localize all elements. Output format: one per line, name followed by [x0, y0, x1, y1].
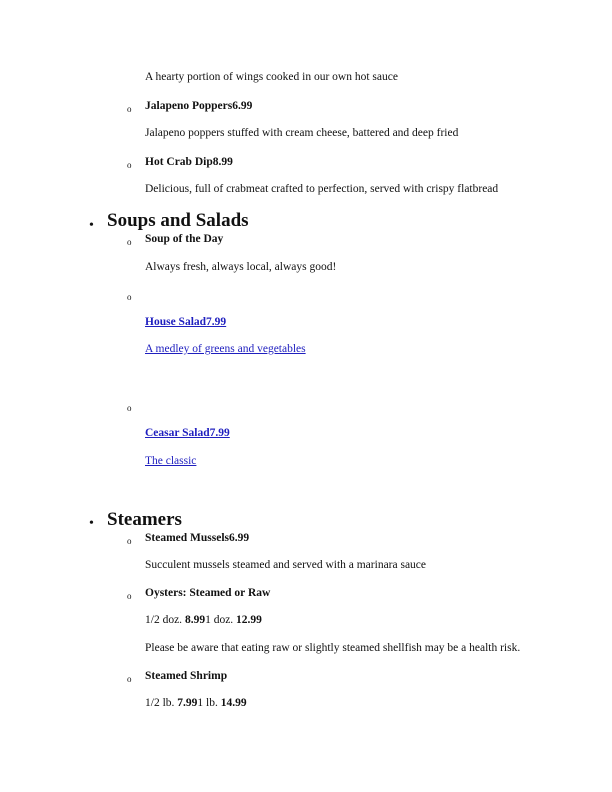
soup-of-the-day-description: Always fresh, always local, always good! — [145, 261, 337, 273]
oysters-item: Oysters: Steamed or Raw — [145, 587, 271, 599]
hot-crab-dip-item — [145, 156, 233, 168]
steamed-shrimp-item: Steamed Shrimp — [145, 670, 228, 682]
item-name: House Salad — [145, 316, 207, 328]
list-bullet-circle: o — [127, 160, 132, 170]
price-label: 1/2 doz. — [145, 614, 185, 626]
price-value: 12.99 — [236, 614, 262, 626]
house-salad-description-link[interactable]: A medley of greens and vegetables — [145, 343, 306, 355]
steamed-mussels-description: Succulent mussels steamed and served with a marinara sauce — [145, 559, 427, 571]
list-bullet-circle: o — [127, 591, 132, 601]
item-price: 8.99 — [212, 156, 233, 168]
item-price: 6.99 — [232, 100, 253, 112]
steamed-mussels-item — [145, 532, 249, 544]
price-label: 1/2 lb. — [145, 697, 178, 709]
price-label: 1 lb. — [197, 697, 221, 709]
soup-of-the-day-item: Soup of the Day — [145, 233, 224, 245]
item-name: Jalapeno Poppers — [145, 100, 233, 112]
jalapeno-poppers-description: Jalapeno poppers stuffed with cream cheese, battered and deep fried — [145, 127, 459, 139]
price-value: 8.99 — [184, 614, 206, 626]
house-salad-link[interactable] — [145, 316, 226, 328]
price-value: 7.99 — [177, 697, 198, 709]
list-bullet-circle: o — [127, 674, 132, 684]
caesar-salad-link[interactable] — [145, 427, 230, 439]
item-price: 7.99 — [206, 316, 227, 328]
list-bullet-circle: o — [127, 104, 132, 114]
item-name: Ceasar Salad — [145, 427, 210, 439]
list-bullet-circle: o — [127, 292, 132, 302]
oysters-prices — [145, 614, 262, 626]
jalapeno-poppers-item — [145, 100, 252, 112]
oysters-health-warning: Please be aware that eating raw or slightly steamed shellfish may be a health risk. — [145, 642, 521, 654]
wings-description: A hearty portion of wings cooked in our own hot sauce — [145, 71, 398, 83]
price-value: 14.99 — [220, 697, 247, 709]
list-bullet-circle: o — [127, 536, 132, 546]
section-title-soups-salads: Soups and Salads — [107, 210, 249, 231]
item-price: 6.99 — [229, 532, 250, 544]
price-label: 1 doz. — [205, 614, 237, 626]
item-price: 7.99 — [209, 427, 230, 439]
hot-crab-dip-description: Delicious, full of crabmeat crafted to perfection, served with crispy flatbread — [145, 183, 499, 195]
list-bullet-circle: o — [127, 237, 132, 247]
item-name: Steamed Mussels — [145, 532, 230, 544]
steamed-shrimp-prices — [145, 697, 247, 709]
list-bullet-disc: • — [89, 218, 94, 233]
list-bullet-disc: • — [89, 516, 94, 531]
caesar-salad-description-link[interactable]: The classic — [145, 455, 197, 467]
list-bullet-circle: o — [127, 403, 132, 413]
item-name: Hot Crab Dip — [145, 156, 213, 168]
section-title-steamers: Steamers — [107, 509, 182, 530]
